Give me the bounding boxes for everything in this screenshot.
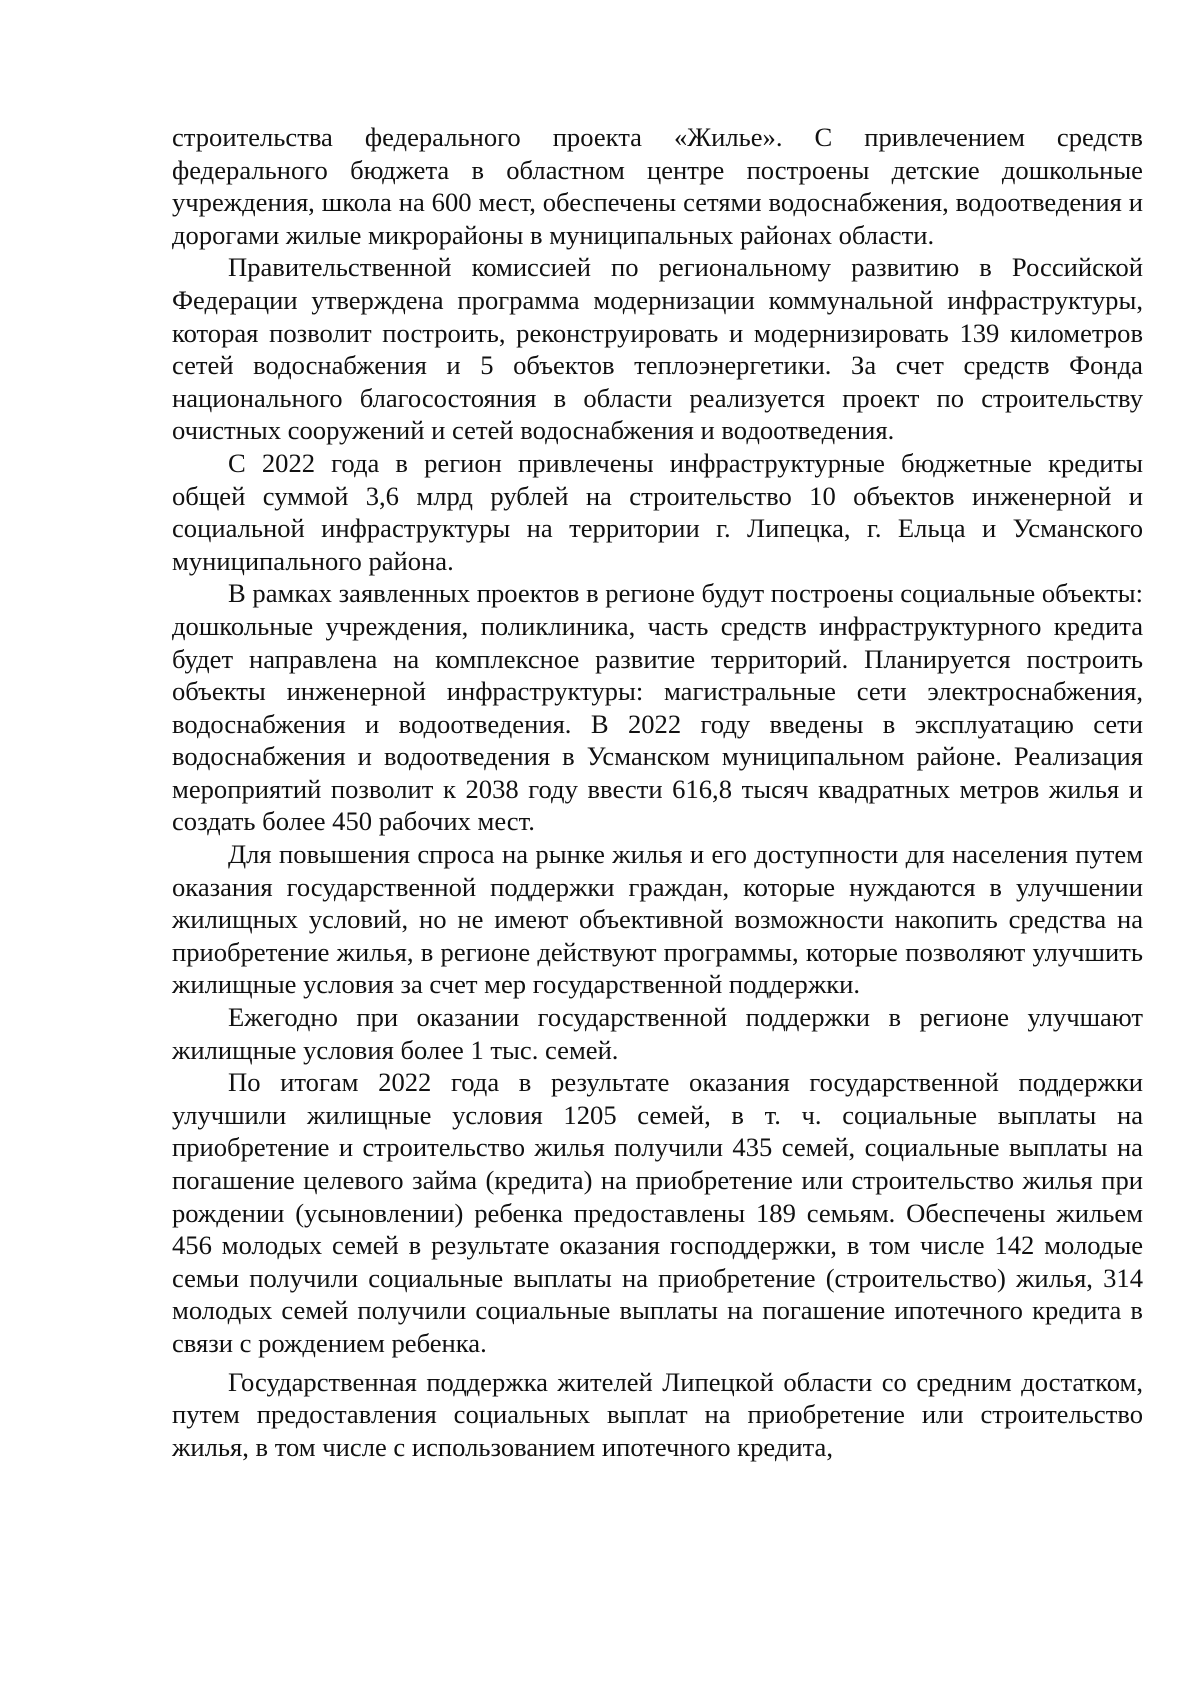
paragraph-1: строительства федерального проекта «Жилье». С привлечением средств федерального бюджета в областном центре построены детские дошкольные учреждения, школа на 600 мест, обеспечены сетями водоснабжения, водоотведения и дорогами жилые микрорайоны в муниципальных районах области.: [172, 122, 1143, 250]
paragraph-8: Государственная поддержка жителей Липецкой области со средним достатком, путем предоставления социальных выплат на приобретение или строительство жилья, в том числе с использованием ипотечного кредита,: [172, 1366, 1143, 1462]
paragraph-7: По итогам 2022 года в результате оказания государственной поддержки улучшили жилищные условия 1205 семей, в т. ч. социальные выплаты на приобретение и строительство жилья получили 435 семей, социальные выплаты на погашение целевого займа (кредита) на приобретение или строительство жилья при рождении (усыновлении) ребенка предоставлены 189 семьям. Обеспечены жильем 456 молодых семей в результате оказания господдержки, в том числе 142 молодые семьи получили социальные выплаты на приобретение (строительство) жилья, 314 молодых семей получили социальные выплаты на погашение ипотечного кредита в связи с рождением ребенка.: [172, 1067, 1143, 1358]
paragraph-6: Ежегодно при оказании государственной поддержки в регионе улучшают жилищные условия более 1 тыс. семей.: [172, 1002, 1143, 1065]
paragraph-2: Правительственной комиссией по региональному развитию в Российской Федерации утверждена программа модернизации коммунальной инфраструктуры, которая позволит построить, реконструировать и модернизировать 139 километров сетей водоснабжения и 5 объектов теплоэнергетики. За счет средств Фонда национального благосостояния в области реализуется проект по строительству очистных сооружений и сетей водоснабжения и водоотведения.: [172, 252, 1143, 446]
paragraph-5: Для повышения спроса на рынке жилья и его доступности для населения путем оказания государственной поддержки граждан, которые нуждаются в улучшении жилищных условий, но не имеют объективной возможности накопить средства на приобретение жилья, в регионе действуют программы, которые позволяют улучшить жилищные условия за счет мер государственной поддержки.: [172, 839, 1143, 1000]
document-body: [172, 121, 1143, 1463]
paragraph-4: В рамках заявленных проектов в регионе будут построены социальные объекты: дошкольные учреждения, поликлиника, часть средств инфраструктурного кредита будет направлена на комплексное развитие территорий. Планируется построить объекты инженерной инфраструктуры: магистральные сети электроснабжения, водоснабжения и водоотведения. В 2022 году введены в эксплуатацию сети водоснабжения и водоотведения в Усманском муниципальном районе. Реализация мероприятий позволит к 2038 году ввести 616,8 тысяч квадратных метров жилья и создать более 450 рабочих мест.: [172, 578, 1143, 837]
paragraph-3: С 2022 года в регион привлечены инфраструктурные бюджетные кредиты общей суммой 3,6 млрд рублей на строительство 10 объектов инженерной и социальной инфраструктуры на территории г. Липецка, г. Ельца и Усманского муниципального района.: [172, 447, 1143, 576]
